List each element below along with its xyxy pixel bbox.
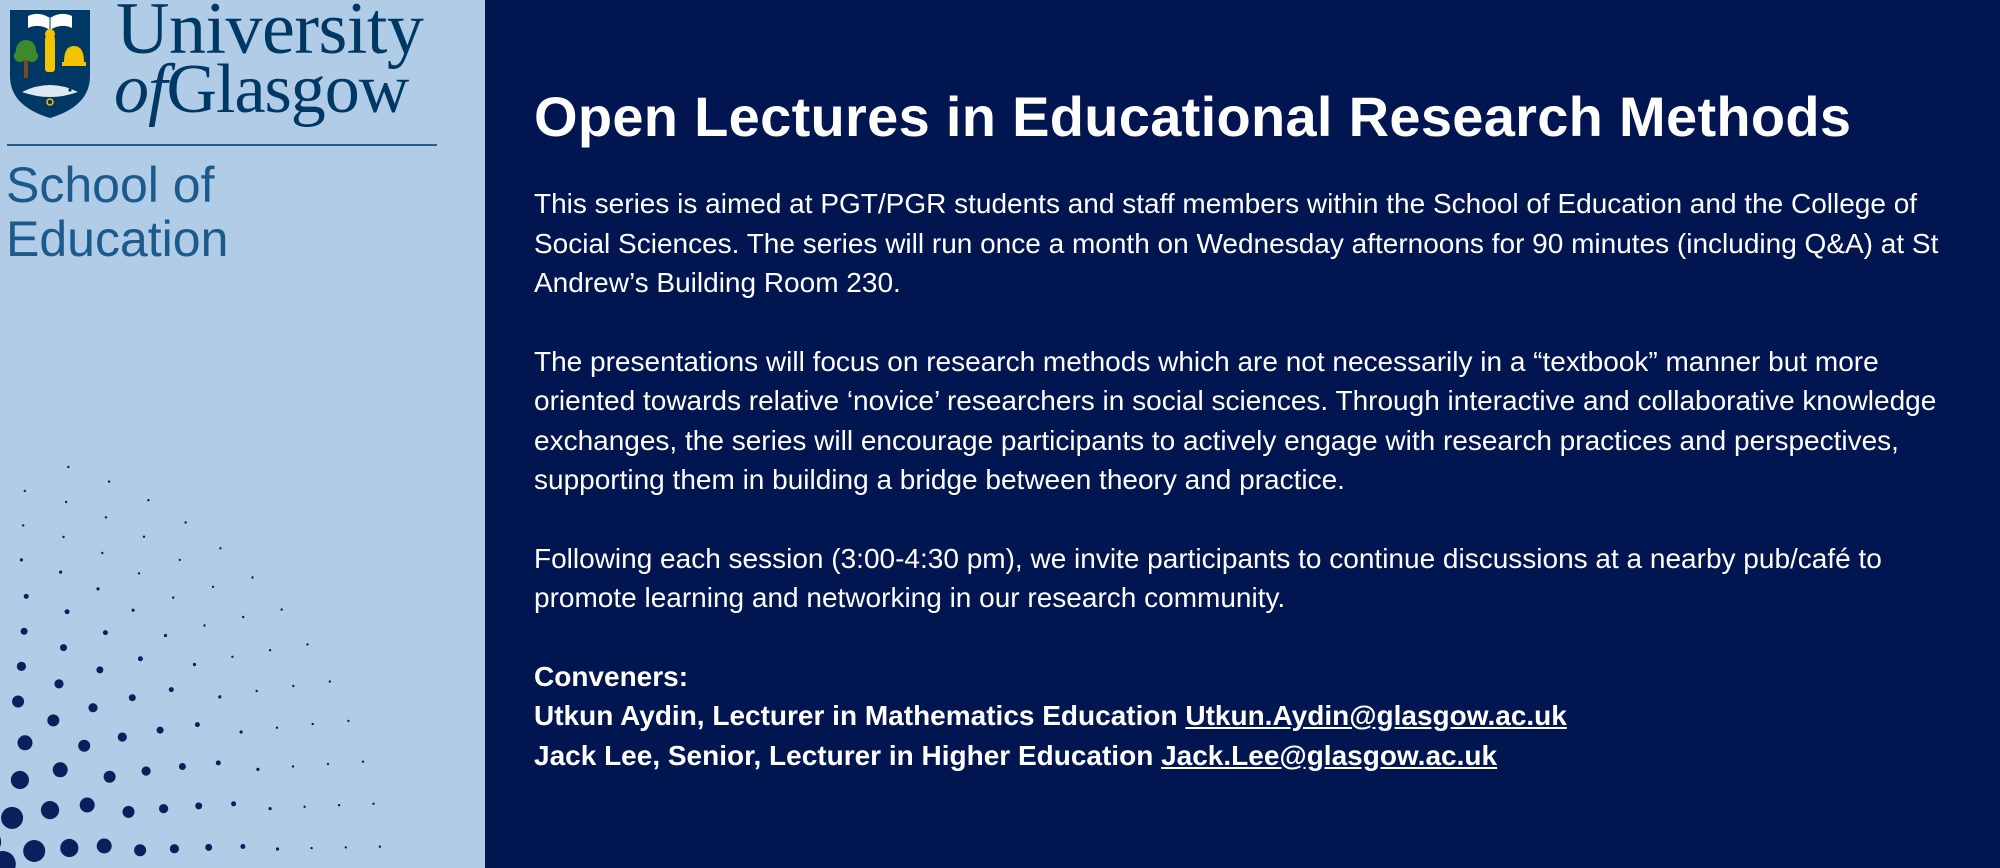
halftone-dot — [372, 803, 374, 805]
conveners-section — [534, 657, 1964, 776]
halftone-dot — [54, 679, 63, 688]
halftone-dot — [65, 501, 67, 503]
halftone-dot — [310, 847, 312, 849]
page-title: Open Lectures in Educational Research Methods — [534, 85, 1852, 148]
paragraph-focus: The presentations will focus on research methods which are not necessarily in a “textbook” manner but more oriented towards relative ‘novice’ researchers in social sciences. Through interactive and collaborative knowledge exchanges, the series will encourage participants to actively engage with research practices and perspectives, supporting them in building a bridge between theory and practice. — [534, 345, 1937, 495]
halftone-dot — [24, 594, 29, 599]
halftone-dot — [88, 703, 97, 712]
halftone-dot — [24, 490, 26, 492]
convener-email-link[interactable]: Utkun.Aydin@glasgow.ac.uk — [1185, 700, 1567, 731]
convener-email-link[interactable]: Jack.Lee@glasgow.ac.uk — [1161, 739, 1498, 771]
halftone-dot — [251, 576, 253, 578]
halftone-dot — [231, 801, 236, 806]
main-panel — [485, 0, 2000, 868]
university-wordmark: University — [116, 0, 424, 70]
halftone-dot — [276, 727, 278, 729]
halftone-dot — [193, 663, 196, 666]
halftone-dot — [104, 771, 116, 783]
halftone-dot — [159, 804, 168, 813]
logo-divider — [7, 144, 437, 146]
halftone-dot — [205, 844, 212, 851]
halftone-dot — [134, 844, 146, 856]
halftone-dot — [60, 839, 78, 857]
halftone-dot — [20, 558, 23, 561]
halftone-dot — [345, 846, 347, 848]
halftone-dot — [80, 798, 95, 813]
halftone-dot — [62, 536, 64, 538]
paragraph-followup: Following each session (3:00-4:30 pm), we invite participants to continue discussions at a nearby pub/café to promote learning and networking in our research community. — [534, 542, 1882, 613]
halftone-dot — [157, 727, 164, 734]
halftone-dot — [53, 762, 68, 777]
halftone-dot — [195, 722, 200, 727]
halftone-dot — [142, 766, 151, 775]
halftone-dot — [216, 760, 221, 765]
halftone-dot — [269, 649, 271, 651]
conveners-heading: Conveners: — [534, 660, 689, 692]
department-line-1: School of — [6, 157, 215, 213]
halftone-dot — [118, 732, 127, 741]
halftone-dot — [292, 765, 294, 767]
halftone-dot — [281, 608, 283, 610]
halftone-dot — [184, 521, 186, 523]
glasgow-wordmark — [114, 51, 409, 128]
halftone-dot — [312, 723, 314, 725]
halftone-dot — [218, 695, 221, 698]
halftone-dot — [17, 662, 26, 671]
halftone-dot — [362, 761, 364, 763]
halftone-dot — [379, 846, 381, 848]
halftone-dot — [129, 694, 136, 701]
halftone-dot — [292, 685, 294, 687]
halftone-dot — [21, 628, 28, 635]
halftone-dot — [101, 552, 103, 554]
halftone-dot — [303, 806, 305, 808]
halftone-dot — [240, 730, 243, 733]
halftone-dot — [103, 630, 108, 635]
convener-name: Jack Lee, Senior, Lecturer in Higher Education — [534, 739, 1154, 771]
wordmark-of: of — [114, 51, 167, 128]
halftone-dot — [18, 735, 33, 750]
halftone-dot — [0, 829, 1, 855]
halftone-dot — [123, 806, 135, 818]
halftone-dot — [195, 802, 202, 809]
halftone-dot — [78, 740, 90, 752]
halftone-dot — [219, 547, 221, 549]
side-panel — [0, 0, 485, 868]
halftone-dot — [108, 480, 110, 482]
halftone-dot — [269, 807, 272, 810]
halftone-dot — [169, 687, 174, 692]
halftone-dot — [105, 516, 107, 518]
halftone-dot — [231, 656, 233, 658]
paragraph-intro: This series is aimed at PGT/PGR students and staff members within the School of Education and the College of Social Sciences. The series will run once a month on Wednesday afternoons for 90 minutes (including Q&A) at St Andrew’s Building Room 230. — [534, 188, 1939, 298]
halftone-dot — [1, 807, 23, 829]
wordmark-glasgow: Glasgow — [166, 51, 409, 128]
halftone-dot — [329, 680, 331, 682]
department-name — [6, 158, 228, 266]
halftone-dot — [60, 644, 67, 651]
convener-row — [534, 696, 1964, 736]
halftone-dot — [179, 559, 181, 561]
halftone-dot — [47, 714, 59, 726]
halftone-dot — [179, 763, 186, 770]
halftone-dot — [11, 771, 29, 789]
department-line-2: Education — [6, 211, 229, 267]
halftone-dot — [59, 571, 62, 574]
convener-name: Utkun Aydin, Lecturer in Mathematics Education — [534, 700, 1178, 731]
halftone-dot — [256, 690, 258, 692]
halftone-dot — [96, 587, 99, 590]
halftone-dot — [0, 851, 16, 868]
university-crest-icon — [6, 6, 94, 122]
halftone-dot — [338, 804, 340, 806]
halftone-dot — [23, 840, 45, 862]
halftone-dot — [242, 616, 244, 618]
convener-row — [534, 736, 1964, 776]
halftone-dot — [147, 499, 149, 501]
halftone-dot — [138, 572, 140, 574]
halftone-dot — [164, 634, 167, 637]
halftone-dot — [306, 643, 308, 645]
halftone-dot — [276, 847, 279, 850]
halftone-dot — [172, 596, 174, 598]
halftone-dots-decoration — [0, 460, 485, 868]
halftone-dot — [143, 536, 145, 538]
halftone-dot — [240, 844, 245, 849]
halftone-dot — [67, 466, 69, 468]
halftone-dot — [65, 609, 70, 614]
halftone-dot — [170, 844, 179, 853]
halftone-dot — [97, 839, 112, 854]
halftone-dot — [203, 624, 205, 626]
halftone-dot — [327, 763, 329, 765]
halftone-dot — [22, 524, 24, 526]
halftone-dot — [96, 666, 103, 673]
halftone-dot — [132, 609, 135, 612]
halftone-dot — [138, 656, 143, 661]
halftone-dot — [41, 801, 59, 819]
halftone-dot — [347, 720, 349, 722]
halftone-dot — [256, 768, 259, 771]
description — [534, 184, 1964, 775]
halftone-dot — [212, 586, 214, 588]
halftone-dot — [12, 696, 24, 708]
